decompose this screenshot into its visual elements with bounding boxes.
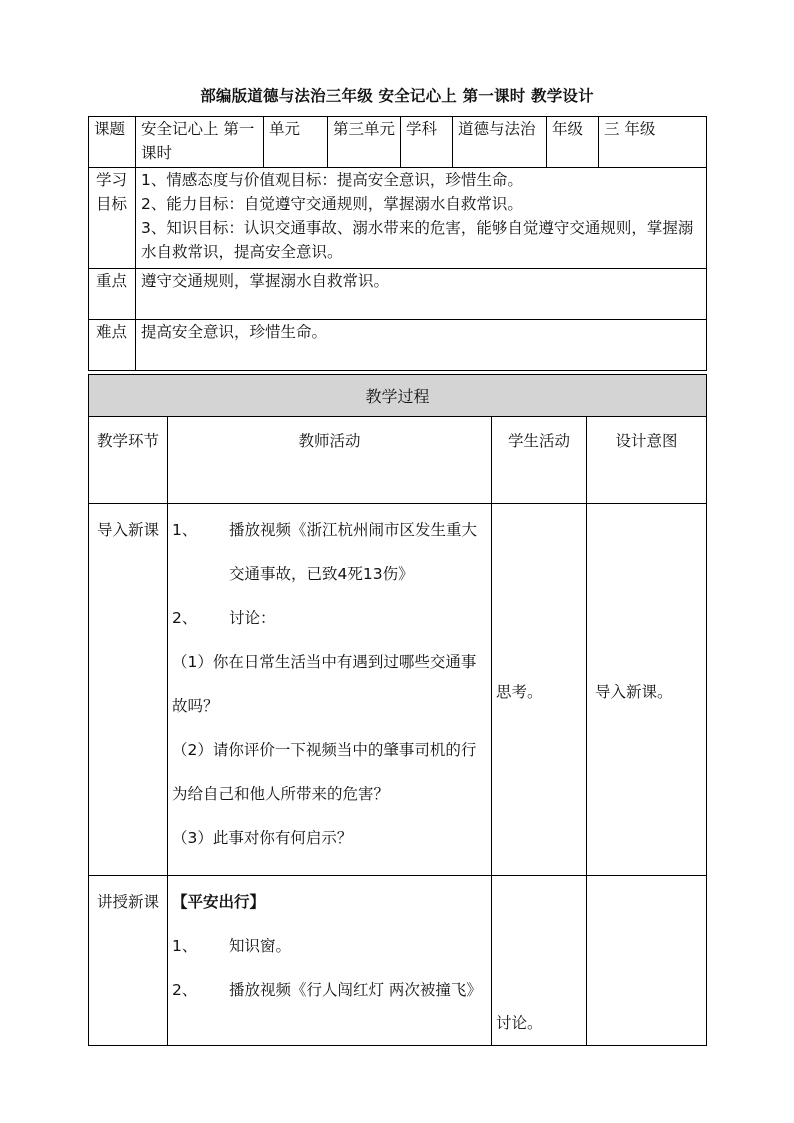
topic-label: 课题 (89, 117, 136, 168)
discussion-question: （1）你在日常生活当中有遇到过哪些交通事故吗？ (172, 653, 477, 715)
key-point-text: 遵守交通规则，掌握溺水自救常识。 (136, 269, 707, 320)
stage-name: 导入新课 (89, 504, 168, 876)
objectives-row (89, 168, 707, 269)
activity-item (172, 508, 487, 596)
item-text: 播放视频《行人闯红灯 两次被撞飞》 (229, 981, 482, 999)
discussion-question: （2）请你评价一下视频当中的肇事司机的行为给自己和他人所带来的危害？ (172, 741, 477, 803)
item-number: 2、 (172, 981, 198, 999)
process-table (88, 374, 707, 1046)
activity-item (172, 968, 487, 1012)
difficulty-row (89, 320, 707, 371)
key-point-row (89, 269, 707, 320)
discussion-question: （3）此事对你有何启示？ (172, 829, 353, 847)
stage-name: 讲授新课 (89, 876, 168, 1046)
info-row (89, 117, 707, 168)
item-text: 播放视频《浙江杭州闹市区发生重大交通事故，已致4死13伤》 (229, 521, 478, 583)
item-number: 2、 (172, 609, 198, 627)
objective-line: 1、情感态度与价值观目标：提高安全意识，珍惜生命。 (141, 171, 523, 189)
item-text: 讨论： (229, 609, 276, 627)
column-header-row (89, 417, 707, 504)
info-table (88, 116, 707, 371)
topic-value: 安全记心上 第一课时 (136, 117, 264, 168)
stage-row-intro (89, 504, 707, 876)
subject-value: 道德与法治 (453, 117, 547, 168)
section-heading: 【平安出行】 (172, 893, 266, 911)
subject-label: 学科 (401, 117, 453, 168)
unit-label: 单元 (264, 117, 328, 168)
column-header-teacher: 教师活动 (168, 417, 492, 504)
item-number: 1、 (172, 937, 198, 955)
difficulty-label: 难点 (89, 320, 136, 371)
item-number: 1、 (172, 521, 198, 539)
teacher-activity (168, 876, 492, 1046)
unit-value: 第三单元 (328, 117, 401, 168)
teacher-activity (168, 504, 492, 876)
objective-line: 3、知识目标：认识交通事故、溺水带来的危害，能够自觉遵守交通规则，掌握溺水自救常识，提高安全意识。 (141, 219, 694, 261)
grade-label: 年级 (547, 117, 599, 168)
process-header: 教学过程 (89, 375, 707, 417)
item-text: 知识窗。 (229, 937, 292, 955)
column-header-stage: 教学环节 (89, 417, 168, 504)
objectives-content (136, 168, 707, 269)
column-header-intent: 设计意图 (587, 417, 707, 504)
student-activity: 讨论。 (492, 876, 587, 1046)
design-intent (587, 876, 707, 1046)
stage-row-teaching (89, 876, 707, 1046)
objective-line: 2、能力目标：自觉遵守交通规则，掌握溺水自救常识。 (141, 195, 523, 213)
column-header-student: 学生活动 (492, 417, 587, 504)
student-activity: 思考。 (492, 504, 587, 876)
grade-value: 三 年级 (599, 117, 707, 168)
process-header-row (89, 375, 707, 417)
page-title: 部编版道德与法治三年级 安全记心上 第一课时 教学设计 (200, 87, 594, 105)
difficulty-text: 提高安全意识，珍惜生命。 (136, 320, 707, 371)
design-intent: 导入新课。 (587, 504, 707, 876)
objectives-label: 学习目标 (89, 168, 136, 269)
activity-item (172, 924, 487, 968)
key-point-label: 重点 (89, 269, 136, 320)
activity-item (172, 596, 487, 640)
